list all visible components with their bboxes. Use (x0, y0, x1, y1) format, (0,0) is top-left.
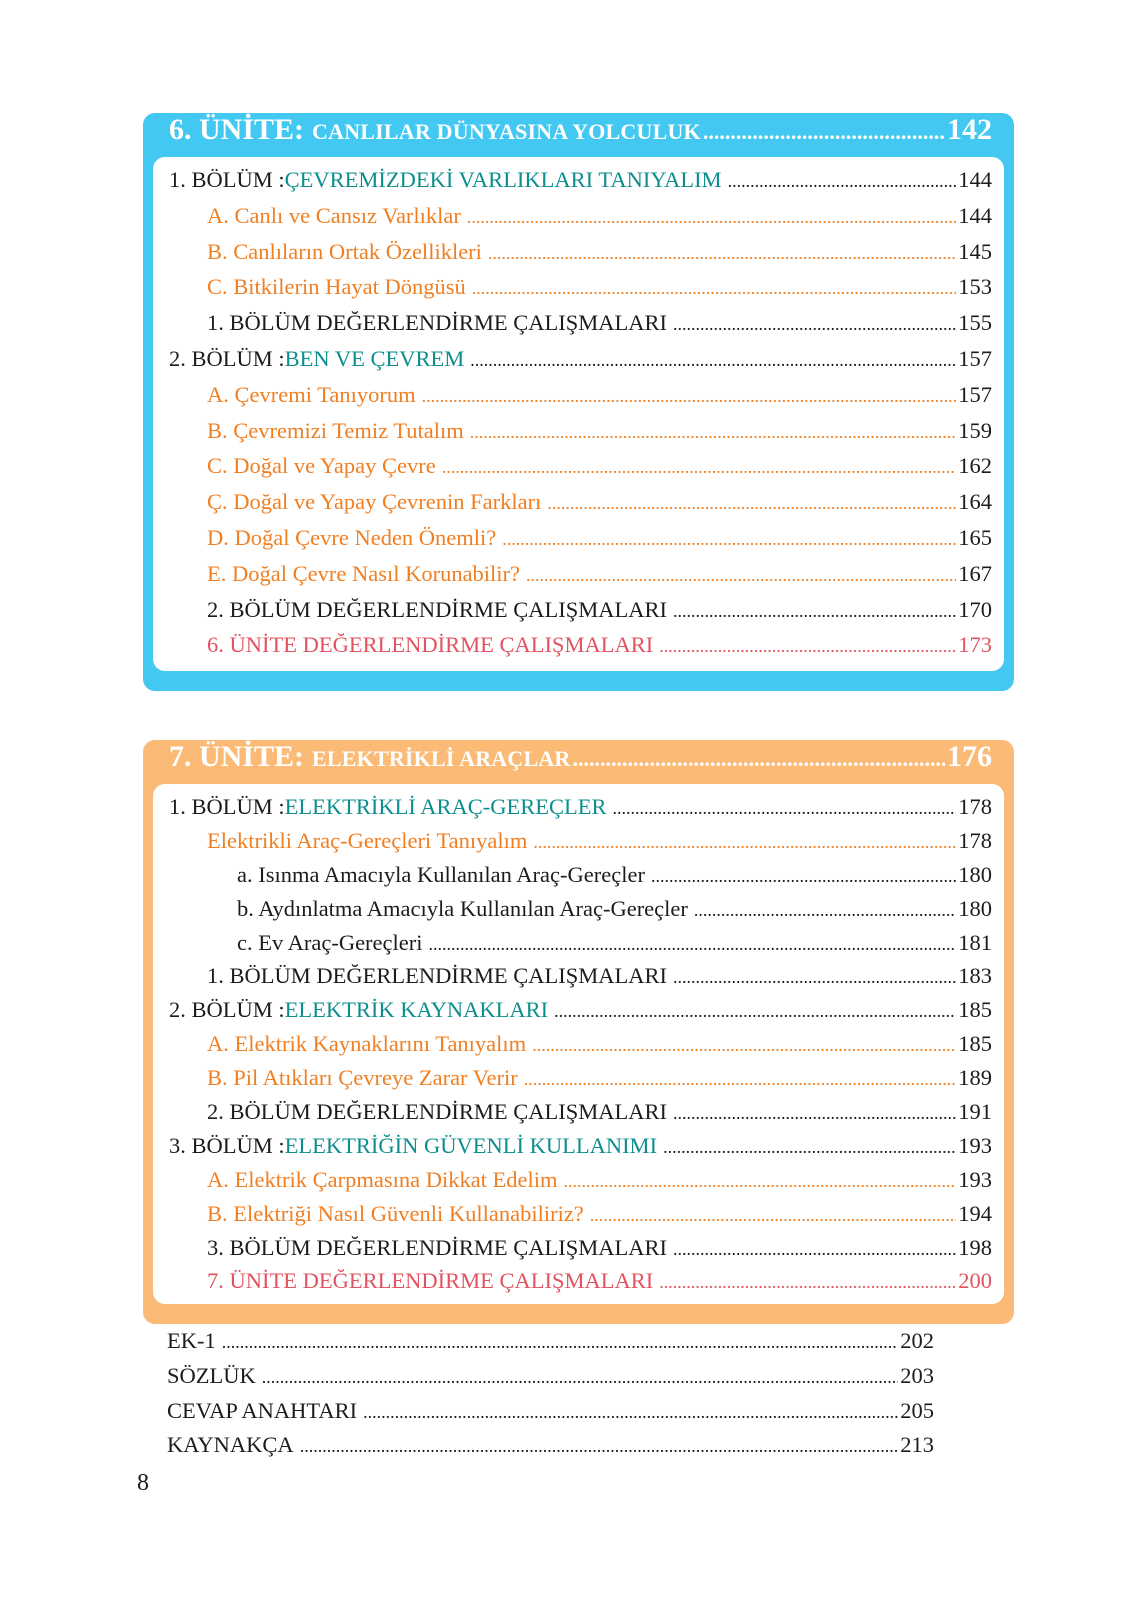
toc-entry-appendix[interactable] (167, 1328, 934, 1363)
entry-page: 155 (958, 310, 992, 336)
toc-entry[interactable] (165, 418, 992, 454)
leader-dots (554, 1001, 956, 1022)
entry-title: B. Pil Atıkları Çevreye Zarar Verir (207, 1065, 518, 1091)
toc-entry[interactable] (165, 794, 992, 828)
toc-entry[interactable] (165, 346, 992, 382)
toc-entry[interactable] (165, 274, 992, 310)
section-label: 2. BÖLÜM : (169, 997, 285, 1023)
leader-dots (467, 207, 956, 228)
toc-entry[interactable] (165, 239, 992, 275)
toc-entry[interactable] (165, 1167, 992, 1201)
unit-6-header[interactable] (153, 113, 1004, 157)
leader-dots (363, 1402, 898, 1423)
entry-title: A. Elektrik Çarpmasına Dikkat Edelim (207, 1166, 558, 1192)
leader-dots (222, 1332, 899, 1353)
entry-page: 183 (958, 963, 992, 989)
unit-title: ELEKTRİKLİ ARAÇLAR (312, 746, 571, 771)
entry-title: b. Aydınlatma Amacıyla Kullanılan Araç-Gereçler (237, 895, 688, 921)
entry-page: 189 (958, 1065, 992, 1091)
toc-entry[interactable] (165, 489, 992, 525)
leader-dots (564, 1171, 957, 1192)
entry-title: EK-1 (167, 1328, 216, 1353)
leader-dots (663, 1137, 956, 1158)
entry-page: 185 (958, 1031, 992, 1057)
entry-page: 185 (958, 997, 992, 1023)
unit-6-box (143, 113, 1014, 691)
entry-page: 178 (958, 827, 992, 853)
entry-title: 2. BÖLÜM DEĞERLENDİRME ÇALIŞMALARI (207, 1099, 667, 1125)
entry-title: ELEKTRİK KAYNAKLARI (284, 997, 549, 1023)
leader-dots (472, 278, 957, 299)
entry-title: 2. BÖLÜM DEĞERLENDİRME ÇALIŞMALARI (207, 596, 667, 622)
toc-entry[interactable] (165, 997, 992, 1031)
entry-page: 178 (958, 794, 992, 819)
leader-dots (488, 243, 956, 264)
entry-page: 193 (958, 1132, 992, 1158)
unit-number: 6. ÜNİTE: (169, 113, 305, 146)
toc-entry-references[interactable] (167, 1432, 934, 1467)
unit-page: 142 (947, 113, 992, 146)
leader-dots (470, 350, 956, 371)
toc-entry[interactable] (165, 310, 992, 346)
leader-dots (590, 1205, 956, 1226)
leader-dots (524, 1069, 957, 1090)
entry-title: 1. BÖLÜM DEĞERLENDİRME ÇALIŞMALARI (207, 310, 667, 336)
entry-title: E. Doğal Çevre Nasıl Korunabilir? (207, 560, 521, 586)
entry-page: 194 (958, 1200, 992, 1226)
page-number: 8 (137, 1470, 149, 1496)
toc-entry[interactable] (165, 1133, 992, 1167)
leader-dots (673, 1103, 956, 1124)
entry-page: 173 (958, 632, 992, 658)
toc-entry[interactable] (165, 453, 992, 489)
entry-title: B. Elektriği Nasıl Güvenli Kullanabiliriz? (207, 1200, 584, 1226)
leader-dots (651, 866, 956, 887)
toc-entry[interactable] (165, 1065, 992, 1099)
entry-page: 213 (900, 1432, 934, 1458)
entry-page: 162 (958, 453, 992, 479)
entry-page: 170 (958, 596, 992, 622)
toc-entry[interactable] (165, 1099, 992, 1133)
toc-entry[interactable] (165, 1235, 992, 1269)
entry-title: B. Canlıların Ortak Özellikleri (207, 238, 482, 264)
leader-dots (547, 493, 956, 514)
entry-title: A. Çevremi Tanıyorum (207, 381, 416, 407)
entry-title: ÇEVREMİZDEKİ VARLIKLARI TANIYALIM (284, 167, 722, 192)
leader-dots (673, 314, 956, 335)
appendix-list (167, 1328, 934, 1467)
entry-title: c. Ev Araç-Gereçleri (237, 929, 423, 955)
entry-page: 198 (958, 1234, 992, 1260)
toc-entry[interactable] (165, 561, 992, 597)
section-label: 3. BÖLÜM : (169, 1132, 285, 1158)
toc-entry[interactable] (165, 203, 992, 239)
entry-title: ELEKTRİKLİ ARAÇ-GEREÇLER (284, 794, 607, 819)
toc-entry[interactable] (165, 963, 992, 997)
toc-entry[interactable] (165, 1031, 992, 1065)
entry-title: ELEKTRİĞİN GÜVENLİ KULLANIMI (284, 1132, 658, 1158)
toc-entry[interactable] (165, 382, 992, 418)
entry-title: 1. BÖLÜM DEĞERLENDİRME ÇALIŞMALARI (207, 963, 667, 989)
leader-dots (573, 746, 945, 772)
entry-title: 7. ÜNİTE DEĞERLENDİRME ÇALIŞMALARI (207, 1268, 654, 1294)
entry-title: A. Elektrik Kaynaklarını Tanıyalım (207, 1031, 527, 1057)
unit-number: 7. ÜNİTE: (169, 740, 305, 773)
toc-entry[interactable] (165, 597, 992, 633)
entry-page: 180 (958, 861, 992, 887)
toc-entry[interactable] (165, 930, 992, 964)
leader-dots (673, 1239, 956, 1260)
toc-entry[interactable] (165, 525, 992, 561)
entry-page: 180 (958, 895, 992, 921)
toc-entry[interactable] (165, 1268, 992, 1302)
leader-dots (703, 119, 945, 145)
toc-entry[interactable] (165, 1201, 992, 1235)
leader-dots (533, 832, 956, 853)
entry-title: C. Doğal ve Yapay Çevre (207, 453, 436, 479)
leader-dots (659, 1272, 956, 1293)
toc-entry[interactable] (165, 862, 992, 896)
toc-entry[interactable] (165, 828, 992, 862)
section-label: 1. BÖLÜM : (169, 794, 285, 819)
leader-dots (613, 798, 957, 819)
entry-title: CEVAP ANAHTARI (167, 1397, 358, 1423)
entry-page: 144 (958, 167, 992, 192)
entry-page: 191 (958, 1099, 992, 1125)
entry-page: 157 (958, 381, 992, 407)
entry-title: 3. BÖLÜM DEĞERLENDİRME ÇALIŞMALARI (207, 1234, 667, 1260)
entry-title: KAYNAKÇA (167, 1432, 294, 1458)
entry-title: SÖZLÜK (167, 1362, 256, 1388)
section-label: 2. BÖLÜM : (169, 345, 285, 371)
leader-dots (728, 171, 957, 192)
entry-page: 167 (958, 560, 992, 586)
leader-dots (659, 636, 956, 657)
entry-title: B. Çevremizi Temiz Tutalım (207, 417, 464, 443)
entry-title: 6. ÜNİTE DEĞERLENDİRME ÇALIŞMALARI (207, 632, 654, 658)
entry-page: 164 (958, 489, 992, 515)
leader-dots (429, 934, 957, 955)
entry-title: A. Canlı ve Cansız Varlıklar (207, 202, 461, 228)
entry-page: 181 (958, 929, 992, 955)
toc-entry-glossary[interactable] (167, 1363, 934, 1398)
entry-page: 205 (900, 1397, 934, 1423)
entry-title: BEN VE ÇEVREM (284, 345, 465, 371)
entry-page: 203 (900, 1362, 934, 1388)
leader-dots (300, 1436, 899, 1457)
section-label: 1. BÖLÜM : (169, 167, 285, 192)
entry-page: 153 (958, 274, 992, 300)
unit-7-box (143, 740, 1014, 1324)
entry-page: 159 (958, 417, 992, 443)
entry-page: 145 (958, 238, 992, 264)
toc-entry-answer-key[interactable] (167, 1398, 934, 1433)
unit-7-header[interactable] (153, 740, 1004, 784)
entry-title: Elektrikli Araç-Gereçleri Tanıyalım (207, 827, 528, 853)
entry-page: 200 (958, 1268, 992, 1294)
entry-title: Ç. Doğal ve Yapay Çevrenin Farkları (207, 489, 542, 515)
toc-entry[interactable] (165, 632, 992, 668)
unit-7-entries (153, 784, 1004, 1304)
leader-dots (673, 967, 956, 988)
leader-dots (694, 900, 956, 921)
entry-page: 165 (958, 524, 992, 550)
entry-page: 144 (958, 202, 992, 228)
toc-entry[interactable] (165, 167, 992, 203)
entry-title: a. Isınma Amacıyla Kullanılan Araç-Gereçler (237, 861, 645, 887)
leader-dots (470, 422, 956, 443)
entry-title: D. Doğal Çevre Neden Önemli? (207, 524, 497, 550)
entry-page: 202 (900, 1328, 934, 1353)
leader-dots (526, 565, 956, 586)
toc-entry[interactable] (165, 896, 992, 930)
leader-dots (442, 457, 957, 478)
entry-title: C. Bitkilerin Hayat Döngüsü (207, 274, 466, 300)
unit-title: CANLILAR DÜNYASINA YOLCULUK (312, 119, 701, 144)
entry-page: 157 (958, 345, 992, 371)
leader-dots (422, 386, 957, 407)
leader-dots (532, 1035, 956, 1056)
unit-page: 176 (947, 740, 992, 773)
leader-dots (262, 1367, 899, 1388)
leader-dots (502, 529, 956, 550)
leader-dots (673, 601, 956, 622)
unit-6-entries (153, 157, 1004, 671)
entry-page: 193 (958, 1166, 992, 1192)
